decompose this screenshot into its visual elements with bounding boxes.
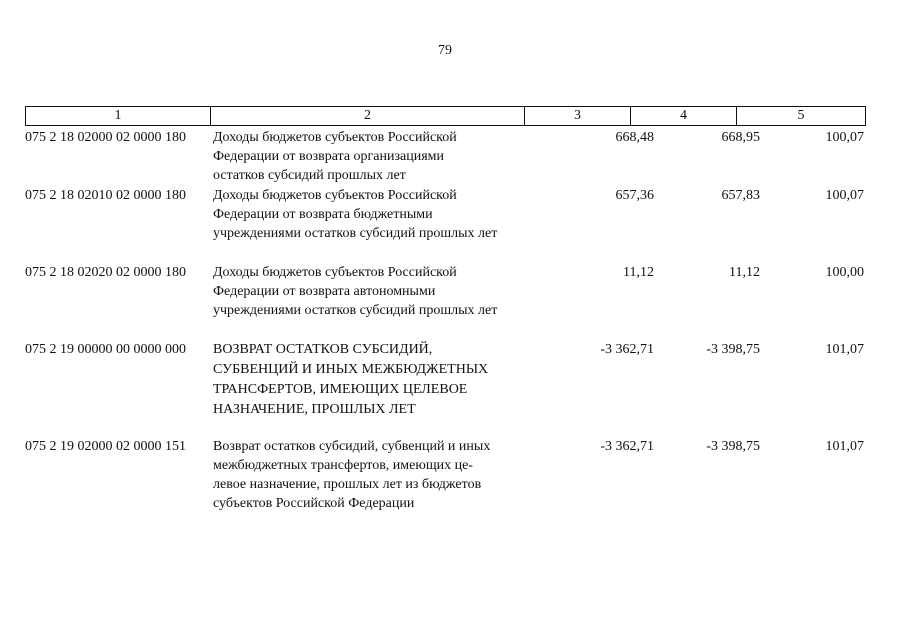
row-code: 075 2 18 02010 02 0000 180 bbox=[25, 188, 186, 203]
row-code: 075 2 18 02020 02 0000 180 bbox=[25, 265, 186, 280]
row-name bbox=[213, 437, 533, 513]
row-value-col4: -3 398,75 bbox=[706, 342, 760, 357]
row-value-col4: 11,12 bbox=[729, 265, 760, 280]
row-value-col4: -3 398,75 bbox=[706, 439, 760, 454]
row-name bbox=[213, 128, 533, 185]
row-value-col5: 100,07 bbox=[825, 188, 864, 203]
row-name bbox=[213, 263, 533, 320]
column-header-1: 1 bbox=[26, 107, 211, 125]
row-name-line: НАЗНАЧЕНИЕ, ПРОШЛЫХ ЛЕТ bbox=[213, 402, 416, 417]
row-name-line: Федерации от возврата бюджетными bbox=[213, 207, 433, 222]
row-name-line: Доходы бюджетов субъектов Российской bbox=[213, 265, 457, 280]
row-code: 075 2 18 02000 02 0000 180 bbox=[25, 130, 186, 145]
row-name-line: Доходы бюджетов субъектов Российской bbox=[213, 188, 457, 203]
row-value-col4: 668,95 bbox=[721, 130, 760, 145]
column-header-3: 3 bbox=[525, 107, 631, 125]
row-name bbox=[213, 186, 533, 243]
column-header-2: 2 bbox=[211, 107, 525, 125]
row-name-line: СУБВЕНЦИЙ И ИНЫХ МЕЖБЮДЖЕТНЫХ bbox=[213, 362, 489, 377]
row-name-line: Доходы бюджетов субъектов Российской bbox=[213, 130, 457, 145]
row-value-col5: 100,00 bbox=[825, 265, 864, 280]
row-name-line: межбюджетных трансфертов, имеющих це- bbox=[213, 458, 473, 473]
row-value-col5: 101,07 bbox=[825, 439, 864, 454]
column-header-5: 5 bbox=[797, 108, 805, 123]
row-name-line: остатков субсидий прошлых лет bbox=[213, 168, 406, 183]
row-value-col4: 657,83 bbox=[721, 188, 760, 203]
row-value-col3: 657,36 bbox=[615, 188, 654, 203]
row-value-col3: -3 362,71 bbox=[600, 439, 654, 454]
row-value-col3: 11,12 bbox=[623, 265, 654, 280]
row-name-line: ВОЗВРАТ ОСТАТКОВ СУБСИДИЙ, bbox=[213, 342, 433, 357]
row-code: 075 2 19 00000 00 0000 000 bbox=[25, 342, 186, 357]
row-name-line: субъектов Российской Федерации bbox=[213, 496, 415, 511]
table-header-row bbox=[25, 106, 866, 126]
row-value-col3: 668,48 bbox=[615, 130, 654, 145]
row-name-line: Федерации от возврата организациями bbox=[213, 149, 445, 164]
row-name-line: учреждениями остатков субсидий прошлых лет bbox=[213, 226, 498, 241]
row-name-line: ТРАНСФЕРТОВ, ИМЕЮЩИХ ЦЕЛЕВОЕ bbox=[213, 382, 468, 397]
row-name bbox=[213, 340, 533, 420]
row-value-col5: 101,07 bbox=[825, 342, 864, 357]
row-name-line: левое назначение, прошлых лет из бюджетов bbox=[213, 477, 482, 492]
page-number: 79 bbox=[438, 43, 452, 58]
row-name-line: учреждениями остатков субсидий прошлых лет bbox=[213, 303, 498, 318]
row-value-col3: -3 362,71 bbox=[600, 342, 654, 357]
column-header-4: 4 bbox=[631, 107, 737, 125]
row-name-line: Федерации от возврата автономными bbox=[213, 284, 436, 299]
row-name-line: Возврат остатков субсидий, субвенций и иных bbox=[213, 439, 491, 454]
row-code: 075 2 19 02000 02 0000 151 bbox=[25, 439, 186, 454]
row-value-col5: 100,07 bbox=[825, 130, 864, 145]
